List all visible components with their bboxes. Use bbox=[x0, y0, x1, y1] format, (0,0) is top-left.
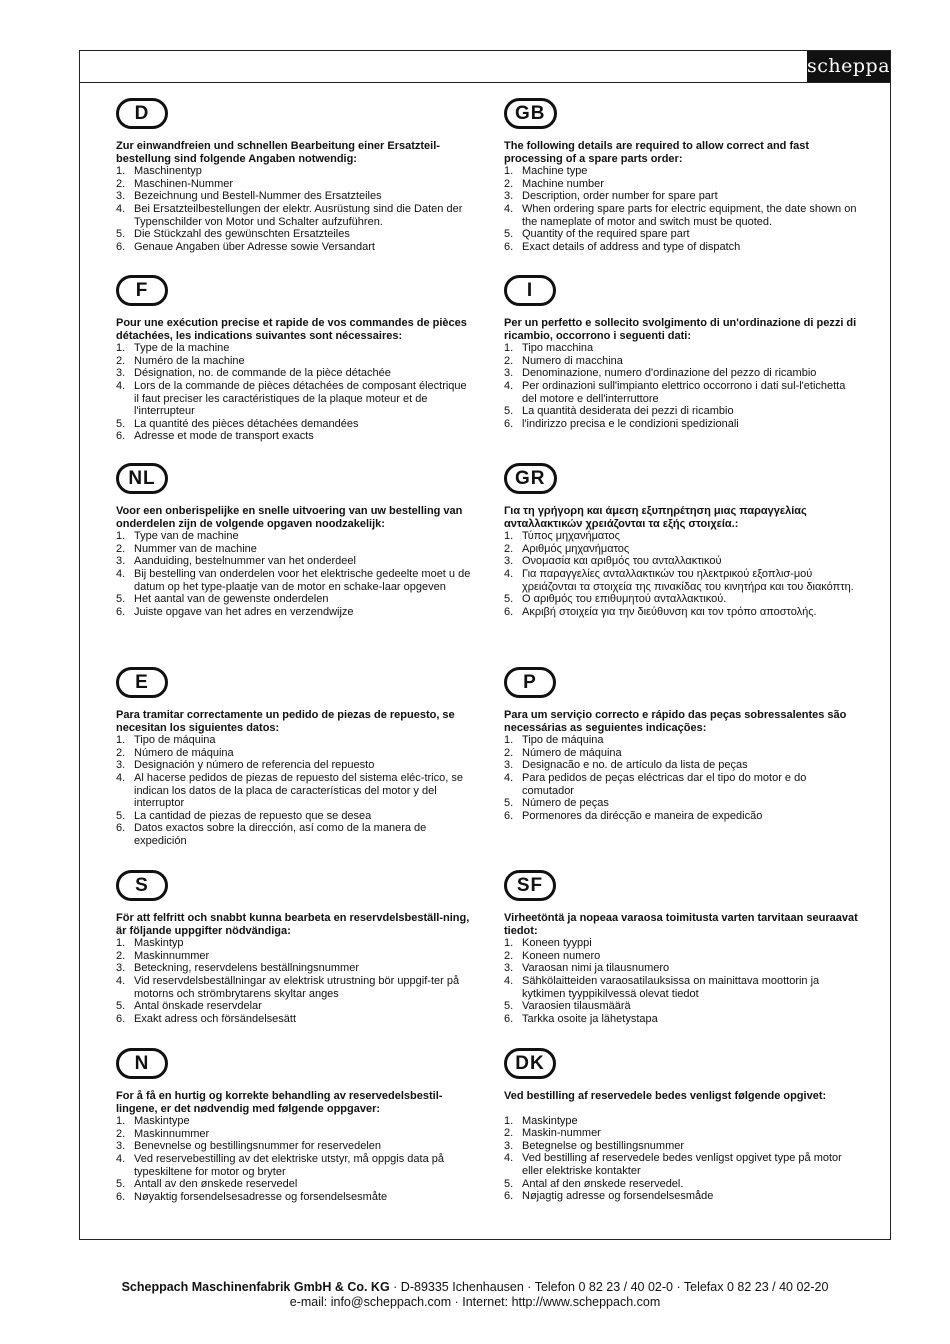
list-item bbox=[116, 747, 472, 760]
list-text: Koneen numero bbox=[522, 949, 601, 962]
list-text: Nøyaktig forsendelsesadresse og forsendelsesmåte bbox=[134, 1190, 388, 1203]
section-heading: Virheetöntä ja nopeaa varaosa toimitusta varten tarvitaan seuraavat tiedot: bbox=[504, 912, 858, 937]
requirements-list bbox=[116, 342, 472, 443]
list-item bbox=[504, 543, 860, 556]
list-text: Varaosan nimi ja tilausnumero bbox=[522, 962, 670, 975]
list-item bbox=[116, 822, 472, 847]
list-text: Varaosien tilausmäärä bbox=[522, 1000, 631, 1013]
list-text: Benevnelse og bestillingsnummer for reservedelen bbox=[134, 1140, 382, 1153]
list-text: Pormenores da dirécção e maneira de expedicão bbox=[522, 809, 763, 822]
section-dk bbox=[504, 1048, 860, 1203]
list-item bbox=[504, 380, 860, 405]
list-number: 1. bbox=[116, 342, 126, 355]
list-number: 2. bbox=[504, 177, 514, 190]
list-text: Τύπος μηχανήματος bbox=[522, 530, 620, 543]
list-text: Numero di macchina bbox=[522, 354, 623, 367]
list-number: 6. bbox=[116, 1012, 126, 1025]
list-text: Maskinnummer bbox=[134, 1127, 210, 1140]
requirements-list bbox=[504, 530, 860, 618]
list-text: Bei Ersatzteilbestellungen der elektr. Ausrüstung sind die Daten der Typenschilder von Motor und Schalter aufzuführen. bbox=[134, 202, 463, 228]
list-text: Ved bestilling af reservedele bedes venligst opgivet type på motor eller elektriske kontakter bbox=[522, 1152, 842, 1177]
list-text: Nummer van de machine bbox=[134, 542, 257, 555]
list-number: 2. bbox=[116, 1127, 126, 1140]
list-text: Designación y número de referencia del repuesto bbox=[134, 759, 375, 772]
list-item bbox=[116, 975, 472, 1000]
list-text: Tarkka osoite ja lähetystapa bbox=[522, 1012, 658, 1025]
list-number: 4. bbox=[116, 974, 126, 987]
list-item bbox=[116, 418, 472, 431]
list-number: 4. bbox=[504, 567, 514, 580]
list-text: Al hacerse pedidos de piezas de repuesto del sistema eléc-trico, se indican los datos de la placa de características del motor y del interruptor bbox=[134, 771, 463, 810]
section-heading: Voor een onberispelijke en snelle uitvoering van uw bestelling van onderdelen zijn de volgende opgaven noodzakelijk: bbox=[116, 505, 463, 530]
list-item bbox=[116, 1000, 472, 1013]
footer bbox=[0, 1280, 950, 1310]
list-number: 1. bbox=[504, 937, 514, 950]
list-item bbox=[116, 568, 472, 593]
list-item bbox=[116, 165, 472, 178]
requirements-list bbox=[116, 1115, 472, 1203]
list-number: 3. bbox=[504, 1139, 514, 1152]
list-text: Machine number bbox=[522, 177, 604, 190]
list-text: Sähkölaitteiden varaosatilauksissa on mainittava moottorin ja kytkimen tyyppikilvessä olevat tiedot bbox=[522, 974, 820, 1000]
list-number: 2. bbox=[504, 354, 514, 367]
list-item bbox=[504, 568, 860, 593]
list-item bbox=[116, 1153, 472, 1178]
list-text: Lors de la commande de pièces détachées de composant électrique il faut preciser les caractéristiques de la plaque moteur et de l'interrupteur bbox=[134, 379, 467, 418]
list-item bbox=[504, 1140, 860, 1153]
section-d bbox=[116, 98, 472, 253]
list-number: 1. bbox=[504, 342, 514, 355]
list-number: 1. bbox=[116, 1115, 126, 1128]
language-badge: SF bbox=[504, 870, 556, 901]
list-number: 3. bbox=[116, 367, 126, 380]
list-number: 2. bbox=[116, 177, 126, 190]
list-number: 5. bbox=[504, 405, 514, 418]
list-item bbox=[116, 1128, 472, 1141]
list-number: 2. bbox=[504, 949, 514, 962]
list-item bbox=[116, 380, 472, 418]
list-text: Description, order number for spare part bbox=[522, 190, 718, 203]
footer-contact: e-mail: info@scheppach.com · Internet: http://www.scheppach.com bbox=[289, 1295, 661, 1309]
list-number: 4. bbox=[504, 1152, 514, 1165]
list-item bbox=[116, 1191, 472, 1204]
list-number: 3. bbox=[504, 367, 514, 380]
list-text: Datos exactos sobre la dirección, así como de la manera de expedición bbox=[134, 822, 427, 847]
list-text: Bij bestelling van onderdelen voor het elektrische gedeelte moet u de datum op het type-plaatje van de motor en schake-laar opgeven bbox=[134, 567, 471, 593]
list-number: 3. bbox=[504, 555, 514, 568]
list-number: 4. bbox=[504, 771, 514, 784]
language-badge: GR bbox=[504, 463, 557, 494]
list-text: Aanduiding, bestelnummer van het onderdeel bbox=[134, 555, 356, 568]
list-item bbox=[504, 606, 860, 619]
section-gb bbox=[504, 98, 860, 253]
list-number: 4. bbox=[116, 202, 126, 215]
list-item bbox=[504, 355, 860, 368]
section-heading: Per un perfetto e sollecito svolgimento di un'ordinazione di pezzi di ricambio, occorrono i seguenti dati: bbox=[504, 317, 857, 342]
section-heading: The following details are required to allow correct and fast processing of a spare parts order: bbox=[504, 140, 810, 165]
list-number: 5. bbox=[116, 417, 126, 430]
section-heading: Για τη γρήγορη και άμεση εξυπηρέτηση μιας παραγγελίας ανταλλακτικών χρειάζονται τα εξής στοιχεία.: bbox=[504, 505, 807, 530]
list-number: 1. bbox=[504, 530, 514, 543]
list-text: Αριθμός μηχανήματος bbox=[522, 542, 630, 555]
list-item bbox=[504, 555, 860, 568]
section-i bbox=[504, 275, 860, 430]
list-text: Maskin-nummer bbox=[522, 1127, 601, 1140]
requirements-list bbox=[504, 342, 860, 430]
list-text: Numéro de la machine bbox=[134, 354, 245, 367]
list-number: 6. bbox=[116, 605, 126, 618]
list-number: 3. bbox=[116, 1140, 126, 1153]
language-badge: S bbox=[116, 870, 168, 901]
list-text: Maskintype bbox=[134, 1115, 190, 1128]
language-badge: D bbox=[116, 98, 168, 129]
list-item bbox=[504, 418, 860, 431]
list-item bbox=[504, 772, 860, 797]
section-heading: Zur einwandfreien und schnellen Bearbeitung einer Ersatzteil-bestellung sind folgende Angaben notwendig: bbox=[116, 140, 440, 165]
list-text: Número de máquina bbox=[522, 746, 622, 759]
list-number: 2. bbox=[116, 949, 126, 962]
list-text: Antal önskade reservdelar bbox=[134, 1000, 262, 1013]
language-badge: N bbox=[116, 1048, 168, 1079]
list-text: Para pedidos de peças eléctricas dar el tipo do motor e do comutador bbox=[522, 771, 807, 797]
brand-logo: scheppach bbox=[807, 51, 890, 82]
list-text: l'indirizzo precisa e le condizioni spedizionali bbox=[522, 417, 739, 430]
list-number: 3. bbox=[116, 190, 126, 203]
list-number: 2. bbox=[504, 746, 514, 759]
list-item bbox=[504, 165, 860, 178]
list-text: Ved reservebestilling av det elektriske utstyr, må oppgis data på typeskiltene for motor og bryter bbox=[134, 1152, 445, 1178]
list-number: 6. bbox=[504, 417, 514, 430]
list-item bbox=[504, 367, 860, 380]
section-s bbox=[116, 870, 472, 1025]
list-item bbox=[116, 530, 472, 543]
list-item bbox=[504, 178, 860, 191]
language-badge: DK bbox=[504, 1048, 556, 1079]
requirements-list bbox=[116, 530, 472, 618]
list-text: Genaue Angaben über Adresse sowie Versandart bbox=[134, 240, 375, 253]
language-badge: I bbox=[504, 275, 556, 306]
list-number: 5. bbox=[504, 1000, 514, 1013]
list-item bbox=[504, 1190, 860, 1203]
list-item bbox=[116, 190, 472, 203]
list-item bbox=[116, 772, 472, 810]
list-number: 1. bbox=[504, 165, 514, 178]
list-item bbox=[116, 430, 472, 443]
list-item bbox=[504, 593, 860, 606]
list-number: 1. bbox=[116, 530, 126, 543]
list-number: 6. bbox=[504, 605, 514, 618]
list-text: Denominazione, numero d'ordinazione del pezzo di ricambio bbox=[522, 367, 817, 380]
section-e bbox=[116, 667, 472, 848]
list-number: 3. bbox=[116, 962, 126, 975]
list-text: Adresse et mode de transport exacts bbox=[134, 430, 314, 443]
list-item bbox=[504, 1000, 860, 1013]
list-item bbox=[504, 228, 860, 241]
list-text: Het aantal van de gewenste onderdelen bbox=[134, 593, 329, 606]
list-number: 5. bbox=[504, 593, 514, 606]
list-item bbox=[116, 759, 472, 772]
list-text: Juiste opgave van het adres en verzendwijze bbox=[134, 605, 354, 618]
list-text: Betegnelse og bestillingsnummer bbox=[522, 1139, 685, 1152]
footer-address: · D-89335 Ichenhausen · Telefon 0 82 23 / 40 02-0 · Telefax 0 82 23 / 40 02-20 bbox=[389, 1280, 829, 1294]
section-sf bbox=[504, 870, 860, 1025]
list-item bbox=[504, 1013, 860, 1026]
list-number: 1. bbox=[116, 165, 126, 178]
requirements-list bbox=[116, 734, 472, 847]
section-p bbox=[504, 667, 860, 822]
list-text: Beteckning, reservdelens beställningsnummer bbox=[134, 962, 360, 975]
list-number: 1. bbox=[116, 937, 126, 950]
list-number: 5. bbox=[116, 1178, 126, 1191]
list-item bbox=[504, 1115, 860, 1128]
requirements-list bbox=[504, 937, 860, 1025]
list-item bbox=[504, 241, 860, 254]
list-number: 4. bbox=[116, 567, 126, 580]
header-rule bbox=[80, 82, 890, 83]
list-number: 5. bbox=[504, 1177, 514, 1190]
list-text: La cantidad de piezas de repuesto que se desea bbox=[134, 809, 372, 822]
list-number: 5. bbox=[116, 809, 126, 822]
list-item bbox=[504, 530, 860, 543]
list-number: 2. bbox=[504, 542, 514, 555]
list-number: 6. bbox=[504, 809, 514, 822]
list-item bbox=[116, 593, 472, 606]
list-text: Antal af den ønskede reservedel. bbox=[522, 1177, 684, 1190]
list-number: 5. bbox=[116, 593, 126, 606]
list-number: 3. bbox=[116, 555, 126, 568]
list-item bbox=[116, 342, 472, 355]
section-gr bbox=[504, 463, 860, 618]
footer-company: Scheppach Maschinenfabrik GmbH & Co. KG bbox=[121, 1280, 390, 1294]
list-number: 4. bbox=[116, 1152, 126, 1165]
section-heading: Ved bestilling af reservedele bedes venligst følgende opgivet: bbox=[504, 1090, 827, 1102]
list-text: Maskintyp bbox=[134, 937, 184, 950]
list-text: When ordering spare parts for electric equipment, the date shown on the nameplate of motor and switch must be quoted. bbox=[522, 202, 857, 228]
list-number: 1. bbox=[116, 734, 126, 747]
list-text: Quantity of the required spare part bbox=[522, 228, 690, 241]
list-text: Maskinnummer bbox=[134, 949, 210, 962]
list-text: Maskintype bbox=[522, 1114, 578, 1127]
list-number: 5. bbox=[504, 228, 514, 241]
list-number: 2. bbox=[504, 1127, 514, 1140]
list-item bbox=[504, 1178, 860, 1191]
language-badge: E bbox=[116, 667, 168, 698]
list-text: Machine type bbox=[522, 165, 588, 178]
list-number: 6. bbox=[504, 1012, 514, 1025]
list-item bbox=[116, 241, 472, 254]
list-number: 1. bbox=[504, 1114, 514, 1127]
list-item bbox=[116, 367, 472, 380]
language-badge: P bbox=[504, 667, 556, 698]
list-item bbox=[504, 797, 860, 810]
list-item bbox=[504, 747, 860, 760]
list-text: Vid reservdelsbeställningar av elektrisk utrustning bör uppgif-ter på motorns och strömbrytarens skyltar anges bbox=[134, 974, 460, 1000]
list-text: Tipo macchina bbox=[522, 342, 594, 355]
list-text: Número de peças bbox=[522, 797, 609, 810]
list-text: Tipo de máquina bbox=[522, 734, 604, 747]
list-number: 4. bbox=[504, 379, 514, 392]
list-item bbox=[116, 810, 472, 823]
list-item bbox=[116, 606, 472, 619]
list-text: La quantità desiderata dei pezzi di ricambio bbox=[522, 405, 734, 418]
requirements-list bbox=[504, 165, 860, 253]
list-text: Koneen tyyppi bbox=[522, 937, 592, 950]
language-badge: GB bbox=[504, 98, 557, 129]
list-item bbox=[116, 543, 472, 556]
list-item bbox=[116, 1115, 472, 1128]
list-text: Maschinen-Nummer bbox=[134, 177, 234, 190]
language-badge: NL bbox=[116, 463, 168, 494]
list-number: 4. bbox=[504, 202, 514, 215]
list-number: 3. bbox=[116, 759, 126, 772]
list-number: 5. bbox=[504, 797, 514, 810]
list-item bbox=[116, 1178, 472, 1191]
list-text: Ο αριθμός του επιθυμητού ανταλλακτικού. bbox=[522, 593, 727, 606]
list-text: Type van de machine bbox=[134, 530, 239, 543]
section-heading: Para um serviçio correcto e rápido das peças sobressalentes são necessárias as seguientes indicações: bbox=[504, 709, 847, 734]
list-text: Antall av den ønskede reservedel bbox=[134, 1178, 298, 1191]
list-text: Per ordinazioni sull'impianto elettrico occorrono i dati sul-l'etichetta del motore e dell'interruttore bbox=[522, 379, 846, 405]
list-item bbox=[504, 203, 860, 228]
list-item bbox=[504, 810, 860, 823]
list-number: 5. bbox=[116, 1000, 126, 1013]
list-text: Για παραγγελίες ανταλλακτικών του ηλεκτρικού εξοπλισ-μού χρειάζονται τα στοιχεία της πινακίδας του κινητήρα και του διακόπτη. bbox=[522, 567, 854, 593]
list-number: 6. bbox=[116, 822, 126, 835]
list-item bbox=[504, 975, 860, 1000]
requirements-list bbox=[504, 734, 860, 822]
list-number: 3. bbox=[504, 759, 514, 772]
section-heading: Para tramitar correctamente un pedido de piezas de repuesto, se necesitan los siguientes datos: bbox=[116, 709, 455, 734]
list-number: 2. bbox=[116, 542, 126, 555]
list-text: Ακριβή στοιχεία για την διεύθυνση και τον τρόπο αποστολής. bbox=[522, 605, 817, 618]
list-item bbox=[116, 1013, 472, 1026]
list-text: Ονομασία και αριθμός του ανταλλακτικού bbox=[522, 555, 722, 568]
list-text: Bezeichnung und Bestell-Nummer des Ersatzteiles bbox=[134, 190, 382, 203]
list-text: Tipo de máquina bbox=[134, 734, 216, 747]
list-item bbox=[116, 962, 472, 975]
list-item bbox=[116, 228, 472, 241]
list-text: Número de máquina bbox=[134, 746, 234, 759]
list-number: 6. bbox=[504, 240, 514, 253]
language-badge: F bbox=[116, 275, 168, 306]
list-number: 1. bbox=[504, 734, 514, 747]
list-text: Die Stückzahl des gewünschten Ersatzteiles bbox=[134, 228, 350, 241]
list-item bbox=[504, 1127, 860, 1140]
section-heading: Pour une exécution precise et rapide de vos commandes de pièces détachées, les indications suivantes sont nécessaires: bbox=[116, 317, 467, 342]
list-number: 3. bbox=[504, 190, 514, 203]
list-item bbox=[116, 555, 472, 568]
list-number: 3. bbox=[504, 962, 514, 975]
list-number: 6. bbox=[116, 430, 126, 443]
list-item bbox=[504, 937, 860, 950]
list-number: 4. bbox=[116, 379, 126, 392]
list-text: Type de la machine bbox=[134, 342, 230, 355]
requirements-list bbox=[504, 1115, 860, 1203]
list-item bbox=[116, 203, 472, 228]
list-text: Exakt adress och försändelsesätt bbox=[134, 1012, 297, 1025]
section-heading: För att felfritt och snabbt kunna bearbeta en reservdelsbeställ-ning, är följande uppgifter nödvändiga: bbox=[116, 912, 470, 937]
list-number: 6. bbox=[116, 240, 126, 253]
list-item bbox=[504, 405, 860, 418]
list-number: 2. bbox=[116, 354, 126, 367]
list-item bbox=[504, 950, 860, 963]
list-item bbox=[504, 962, 860, 975]
list-number: 4. bbox=[504, 974, 514, 987]
list-item bbox=[504, 342, 860, 355]
list-number: 6. bbox=[504, 1190, 514, 1203]
list-item bbox=[116, 950, 472, 963]
requirements-list bbox=[116, 937, 472, 1025]
section-f bbox=[116, 275, 472, 443]
list-text: Exact details of address and type of dispatch bbox=[522, 240, 741, 253]
list-text: La quantité des pièces détachées demandées bbox=[134, 417, 359, 430]
requirements-list bbox=[116, 165, 472, 253]
list-item bbox=[116, 355, 472, 368]
list-item bbox=[504, 1152, 860, 1177]
list-text: Désignation, no. de commande de la pièce détachée bbox=[134, 367, 391, 380]
list-number: 2. bbox=[116, 746, 126, 759]
list-number: 4. bbox=[116, 771, 126, 784]
list-text: Nøjagtig adresse og forsendelsesmåde bbox=[522, 1190, 714, 1203]
section-nl bbox=[116, 463, 472, 618]
section-n bbox=[116, 1048, 472, 1203]
list-number: 6. bbox=[116, 1190, 126, 1203]
list-text: Designacão e no. de artículo da lista de peças bbox=[522, 759, 748, 772]
list-item bbox=[504, 759, 860, 772]
list-item bbox=[116, 1140, 472, 1153]
section-heading: For å få en hurtig og korrekte behandling av reservedelsbestil-lingene, er det nødvendig med følgende oppgaver: bbox=[116, 1090, 443, 1115]
list-item bbox=[504, 734, 860, 747]
list-item bbox=[504, 190, 860, 203]
list-item bbox=[116, 937, 472, 950]
list-item bbox=[116, 734, 472, 747]
list-item bbox=[116, 178, 472, 191]
list-text: Maschinentyp bbox=[134, 165, 202, 178]
list-number: 5. bbox=[116, 228, 126, 241]
